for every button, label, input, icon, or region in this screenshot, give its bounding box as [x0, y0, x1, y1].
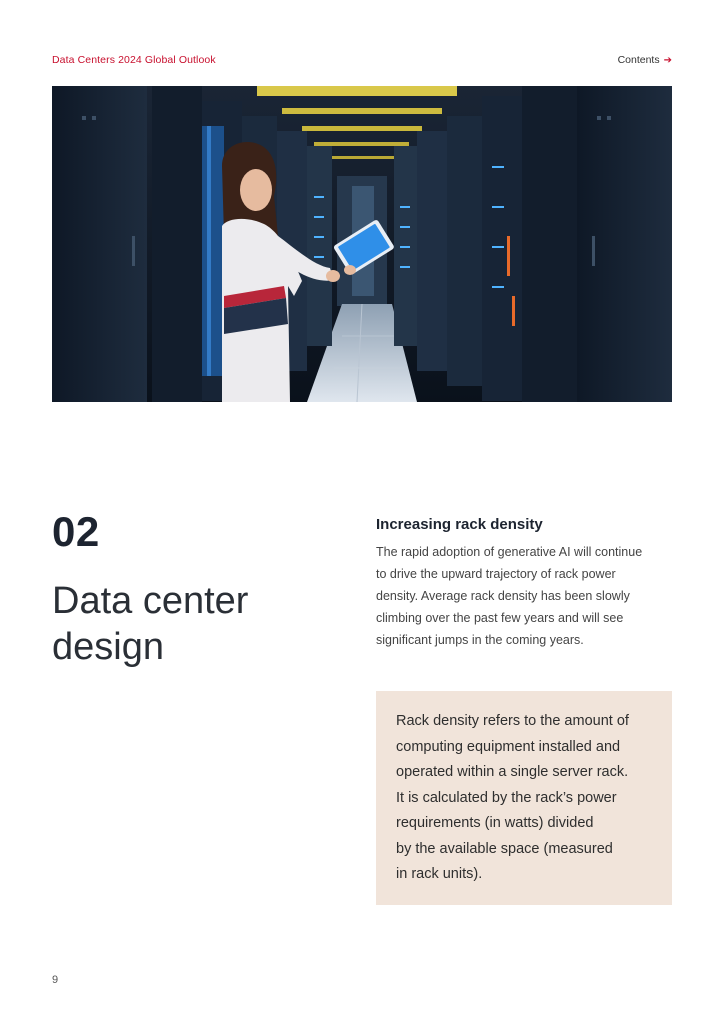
paragraph-line: The rapid adoption of generative AI will continue [376, 545, 643, 559]
contents-label: Contents [617, 54, 660, 66]
paragraph-line: to drive the upward trajectory of rack power [376, 567, 616, 581]
article-paragraph [376, 541, 672, 651]
paragraph-line: density. Average rack density has been slowly [376, 589, 630, 603]
callout-line: in rack units). [396, 866, 483, 882]
paragraph-line: significant jumps in the coming years. [376, 633, 584, 647]
page-number: 9 [52, 974, 59, 986]
arrow-right-icon: ➔ [663, 54, 672, 66]
section-title-line: design [52, 626, 164, 668]
callout-line: Rack density refers to the amount of [396, 713, 629, 729]
callout-line: It is calculated by the rack’s power [396, 789, 617, 806]
callout-line: operated within a single server rack. [396, 764, 629, 780]
paragraph-line: climbing over the past few years and will see [376, 611, 624, 625]
callout-line: computing equipment installed and [396, 738, 621, 755]
report-title: Data Centers 2024 Global Outlook [52, 54, 216, 66]
section-number: 02 [52, 508, 100, 555]
section-title [52, 578, 342, 670]
article-subheading: Increasing rack density [376, 516, 543, 533]
photo-woman-tablet-server-aisle [52, 86, 672, 402]
hero-photo [52, 86, 672, 402]
callout-line: by the available space (measured [396, 840, 613, 857]
section-title-line: Data center [52, 580, 249, 622]
contents-link[interactable] [618, 54, 672, 66]
definition-callout [376, 691, 672, 905]
callout-line: requirements (in watts) divided [396, 815, 594, 831]
